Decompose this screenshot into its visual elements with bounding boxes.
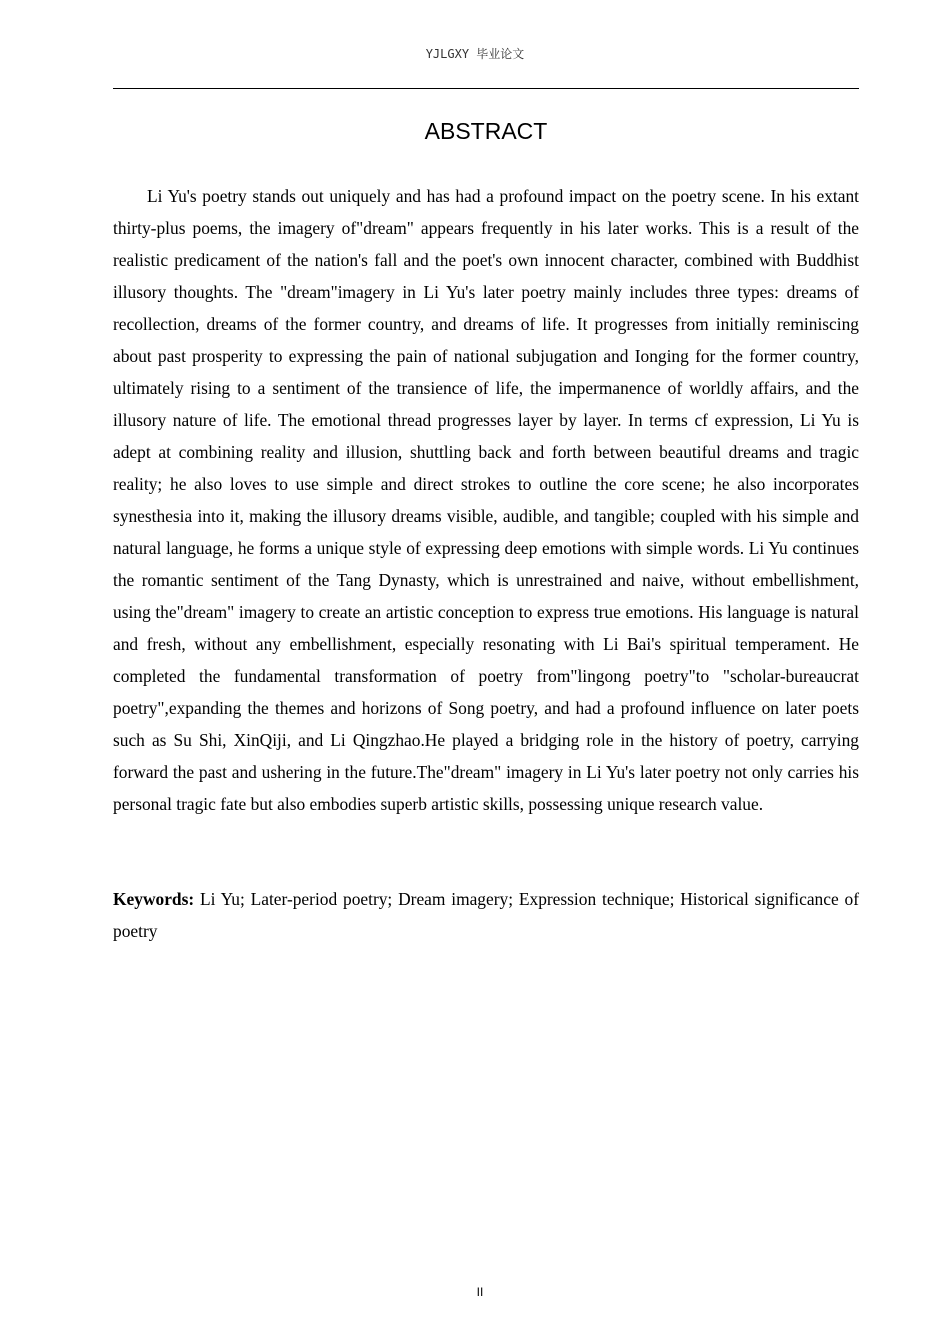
keywords-text: Li Yu; Later-period poetry; Dream imagery; Expression technique; Historical significance of poetry [113,889,859,941]
page-number: II [476,1285,484,1299]
header-divider [113,88,859,89]
abstract-title: ABSTRACT [424,118,548,144]
keywords-label: Keywords: [113,889,195,909]
abstract-body: Li Yu's poetry stands out uniquely and has had a profound impact on the poetry scene. In his extant thirty-plus poems, the imagery of"dream" appears frequently in his later works. This is a result of the realistic predicament of the nation's fall and the poet's own innocent character, combined with Buddhist illusory thoughts. The "dream"imagery in Li Yu's later poetry mainly includes three types: dreams of recollection, dreams of the former country, and dreams of life. It progresses from initially reminiscing about past prosperity to expressing the pain of national subjugation and Ionging for the former country, ultimately rising to a sentiment of the transience of life, the impermanence of worldly affairs, and the illusory nature of life. The emotional thread progresses layer by layer. In terms cf expression, Li Yu is adept at combining reality and illusion, shuttling back and forth between beautiful dreams and tragic reality; he also loves to use simple and direct strokes to outline the core scene; he also incorporates synesthesia into it, making the illusory dreams visible, audible, and tangible; coupled with his simple and natural language, he forms a unique style of expressing deep emotions with simple words. Li Yu continues the romantic sentiment of the Tang Dynasty, which is unrestrained and naive, without embellishment, using the"dream" imagery to create an artistic conception to express true emotions. His language is natural and fresh, without any embellishment, especially resonating with Li Bai's spiritual temperament. He completed the fundamental transformation of poetry from"lingong poetry"to "scholar-bureaucrat poetry",expanding the themes and horizons of Song poetry, and had a profound influence on later poets such as Su Shi, XinQiji, and Li Qingzhao.He played a bridging role in the history of poetry, carrying forward the past and ushering in the future.The"dream" imagery in Li Yu's later poetry not only carries his personal tragic fate but also embodies superb artistic skills, possessing unique research value. [113,186,859,814]
keywords-paragraph [113,883,859,947]
running-header: YJLGXY 毕业论文 [425,47,525,61]
